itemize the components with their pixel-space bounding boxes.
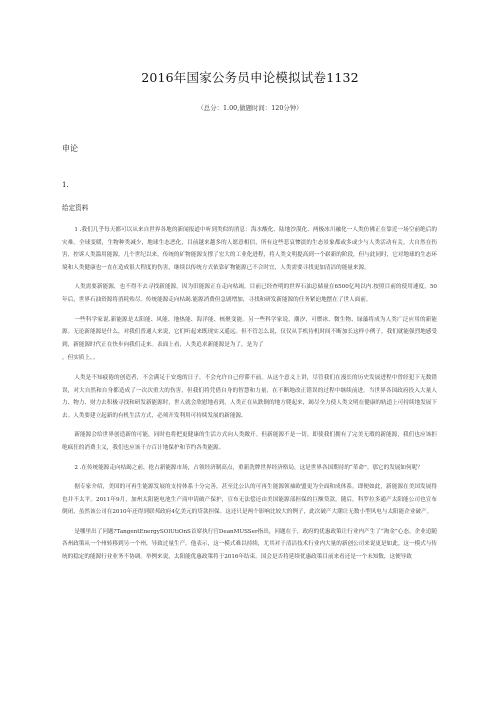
paragraph: 人类是不知疲倦的创造者，不会满足于安逸的日子，不会允许自己停滞不前。从这个意义上讲，尽管我们在漫长的历史发展进程中曾经犯下无数错误，对大自然和自身都造成了一次次重大的伤害，但我们将凭借自身的智慧和力量，在不断地改正错误的过程中继续前进。当世界各国政府投入大量人力、物力、财力去积极寻找和研发新能源时，世人就会欣慰地看到，人类正在从跌倒的地方爬起来，竭尽全力使人类文明在健康的轨道上可持续地发展下去。人类要建立起新的有机生活方式，必须开发利用可持续发展的新能源。 [62,374,437,419]
page-title: 2016年国家公务员申论模拟试卷1132 [141,70,359,85]
question-number: 1. [62,181,69,189]
paragraph: 2 .在传统能源走向枯竭之前，抢占新能源市场，占领经济制高点，重新洗牌世界经济格局，这是世界各国期待的“革命”。那它的发展如何呢？ [74,464,423,471]
exam-meta: （总分：1.00,做题时间：120分钟） [197,104,303,112]
section-heading: 申论 [62,144,78,153]
paragraph: 是哪里出了问题?TangentEnergySOlUtiOnS首席执行官DeanMUSSer指出，问题在于，政府的优惠政策让行业内产生了“淘金”心态。企业追随各州政策从一个州转移到另一个州，导致过量生产。他表示，这一模式难以持续，尤其对于清洁技术行业内大量的新创公司来说更是如此。这一模式与传统的稳定的能源行业业务不协调。举例来说，太阳能优惠政策将于2016年结束。国会是否将延续优惠政策目前来看还是一个未知数，这便导致 [62,528,437,561]
paragraph: 一些科学家说.新能源是太阳能、风能、地热能、海洋能、核聚变能。另一些科学家说，潮汐、可燃冰、微生物、绿藻将成为人类广泛应用的新能源。无论新能源是什么，对我们普通人来说，它们听起来既现实又遥远。但不管怎么说，仅仅从手机待机时间不断加长这样小例子，我们就能强烈地感受到，新能源时代正在快步向我们走来。表面上看，人类追求新能源是为了，是为了 [62,316,437,348]
paragraph: 新能源会给世界创造新的可能，同时也将把更健康的生活方式向人类敞开。但新能源不是一切。即使我们拥有了完美无瑕的新能源，我们也应该拒绝疯狂的消费主义，我们也应该千方百计地保护和节约各类能源。 [62,432,437,451]
paragraph: ，但实质上，。 [62,355,99,362]
paragraph: 据专家介绍，美国的可再生能源发展的支持体系十分完善，甚至比公认的可再生能源领袖欧盟更为全面和成体系。即便如此，新能源在美国发展得也并不太平。2011年9月，加州太阳能电池生产商申请破产保护，宣布无法偿还由美国能源部担保的巨额贷款。随后，科罗拉多通产太阳能公司也宣布倒闭，虽然该公司在2010年还得到联邦政府4亿美元的贷款担保。这还只是两个影响比较大的例子，此次破产大潮让无数小型风电与太阳能企业破产。 [62,484,437,516]
paragraph: 1 .我们几乎每天都可以从来自世界各地的新闻报道中听到类似的消息：海水酸化、陆地沙漠化、两极冰川融化一人类仿佛正在靠近一场空前绝后的灾难。全球变暖，生物种类减少，地球生态恶化，目前越来越多的人愿意相信，所有这些悲哀惨淡的生态景象都或多或少与人类活动有关。大自然在伤害，控诉人类滥用能源。几个世纪以来，传统的矿物能源支撑了宏大的工业化进程，将人类文明提高到一个崭新的阶段，但与此同时，它对地球的生态环境和人类健康也一直在造成很大程度的伤害，继续以传统方式依靠矿物能源已不合时宜，人类需要寻找更加清洁的能量来源。 [62,227,437,271]
paragraph: 人类需要新能源，也不得不去寻找新能源，因为旧能源正在走向枯竭。目前已经查明的世界石油总储量在6500亿吨以内.按照目前的使用速度，50年后，世界石油资源将消耗殆尽。传统能源走向枯竭.能源消费但急剧增加，寻找和研发新能源的任务紧迫地摆在了世人面前。 [62,284,437,303]
material-body [62,224,437,571]
material-label: 给定资料 [62,204,89,212]
